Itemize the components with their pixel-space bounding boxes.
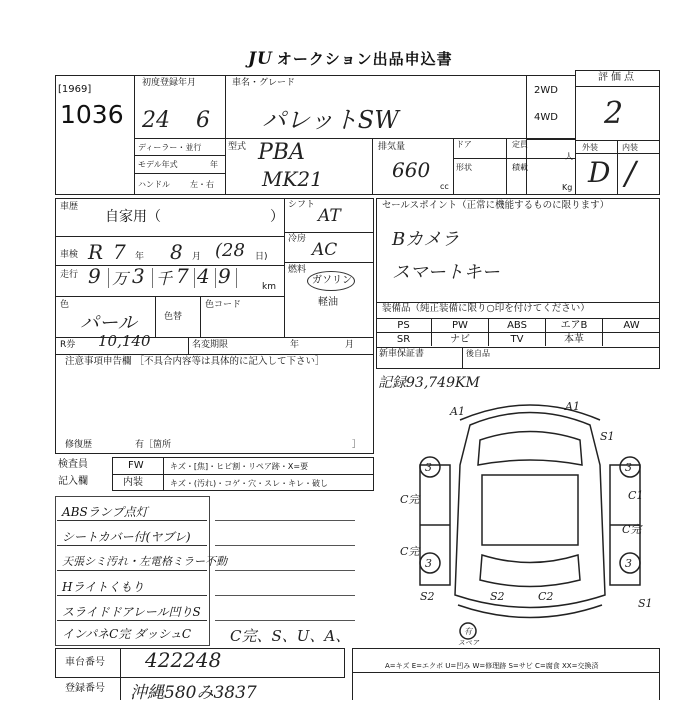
drive-4wd: 4WD: [534, 112, 558, 123]
int-value: /: [625, 154, 636, 192]
kg-unit: Kg: [562, 183, 573, 192]
record-label: 記入欄: [58, 476, 88, 487]
sales-item-2: スマートキー: [392, 262, 500, 283]
mark-s2-left: S2: [420, 590, 435, 603]
vehicle-name: パレットSW: [262, 106, 399, 134]
color-name-label: 色替: [164, 312, 183, 322]
shaken-label: 車検: [60, 250, 79, 260]
mileage-d4: 千: [156, 269, 173, 288]
sales-label: セールスポイント（正常に機能するものに限ります）: [382, 200, 610, 211]
aircon-value: AC: [312, 240, 338, 260]
legend-box: [352, 648, 660, 700]
mileage-d2: 万: [112, 269, 129, 288]
handle-options: 左・右: [190, 180, 214, 189]
repair-close: ］: [352, 440, 362, 450]
frame-value: 422248: [145, 648, 222, 672]
displacement-value: 660: [392, 158, 431, 182]
usage-label: 車歴: [60, 202, 79, 212]
repair-label: 修復歴: [65, 440, 93, 450]
fw-label: FW: [128, 460, 144, 471]
mileage-d5: 7: [176, 264, 189, 288]
reg-value: 沖縄580み3837: [130, 683, 257, 703]
type-value: PBA: [258, 140, 305, 165]
mark-a1-left: A1: [450, 405, 465, 418]
title-text: オークション出品申込書: [276, 50, 453, 68]
shaken-year-unit: 年: [135, 252, 145, 262]
warranty-label: 新車保証書: [379, 349, 425, 359]
mark-c-done-left2: C完: [400, 545, 420, 558]
handle-label: ハンドル: [138, 180, 170, 189]
mark-s2-bottom: S2: [490, 590, 505, 603]
reg-year: 24: [142, 108, 170, 133]
capacity-label: 定員: [512, 140, 528, 149]
after-label: 後自品: [466, 349, 490, 358]
usage-close: ）: [270, 209, 284, 225]
equip-navi: ナビ: [431, 333, 488, 346]
mileage-d6: 4: [197, 264, 210, 288]
spare-mark: 有: [464, 627, 472, 636]
equip-aw: AW: [602, 319, 660, 332]
equip-tv: TV: [488, 333, 545, 346]
remarks-right: C完、S、U、A、: [230, 627, 351, 645]
fuel-label: 燃料: [288, 265, 307, 275]
fuel-gasoline: ガソリン: [312, 275, 352, 286]
fw-items: キズ・[焦]・ヒビ割・リペア跡・X=要: [170, 462, 309, 471]
owner-year-unit: 年: [290, 340, 300, 350]
reg-month: 6: [196, 108, 210, 133]
equip-airbag: エアB: [545, 319, 602, 332]
ju-logo: JU: [248, 49, 273, 69]
mark-c2-bottom: C2: [538, 590, 554, 603]
interior-label: 内装: [123, 477, 143, 488]
drive-2wd: 2WD: [534, 85, 558, 96]
equip-pw: PW: [431, 319, 488, 332]
remark-6: インパネC完 ダッシュC: [62, 627, 192, 641]
shift-value: AT: [318, 206, 341, 226]
mark-3-fl: 3: [425, 461, 432, 474]
usage-value: 自家用（: [105, 209, 161, 225]
equip-sr: SR: [396, 334, 411, 345]
recycle-value: 10,140: [98, 332, 151, 350]
shaken-year: 7: [113, 240, 126, 264]
equip-abs: ABS: [488, 319, 545, 332]
fuel-diesel: 軽油: [318, 297, 338, 308]
mark-3-rl: 3: [425, 557, 432, 570]
car-roof: [482, 475, 578, 545]
mark-c-done-right: C完: [622, 523, 642, 536]
equip-ps: PS: [397, 320, 410, 331]
frame-label: 車台番号: [65, 657, 105, 668]
mileage-unit: km: [262, 282, 276, 292]
type-value2: MK21: [262, 167, 323, 191]
owner-month-unit: 月: [345, 340, 355, 350]
mark-3-rr: 3: [625, 557, 632, 570]
int-label: 内装: [622, 143, 638, 152]
legend-text: A=キズ E=エクボ U=凹み W=修理跡 S=サビ C=腐食 XX=交換済: [385, 662, 599, 670]
remark-5: スライドドアレール凹りS: [62, 605, 201, 619]
dealer-label: ディーラー・並行: [138, 143, 202, 152]
mileage-d7: 9: [218, 264, 231, 288]
mileage-d1: 9: [88, 264, 101, 288]
rating-label: 評価点: [598, 72, 637, 83]
remark-1: ABSランプ点灯: [62, 505, 148, 519]
vehicle-name-label: 車名・グレード: [232, 78, 296, 88]
sales-item-1: Bカメラ: [392, 229, 460, 250]
equip-leather: 本革: [545, 333, 602, 346]
mark-a1-right: A1: [565, 400, 580, 413]
lot-prefix: [1969]: [58, 84, 92, 95]
car-diagram: [400, 395, 660, 645]
spare-label: スペア: [458, 639, 479, 645]
aircon-label: 冷房: [288, 234, 307, 244]
car-windshield: [478, 432, 582, 466]
remark-2: シートカバー付(ヤブレ): [62, 530, 191, 544]
remark-3: 天張シミ汚れ・左電格ミラー不動: [62, 555, 227, 568]
mileage-label: 走行: [60, 270, 79, 280]
displacement-label: 排気量: [378, 142, 406, 152]
mark-c1-right: C1: [628, 489, 644, 502]
mileage-d3: 3: [132, 264, 145, 288]
remark-4: Hライトくもり: [62, 580, 145, 594]
rating-score: 2: [604, 96, 624, 131]
registration-label: 初度登録年月: [142, 78, 197, 88]
type-label: 型式: [228, 142, 247, 152]
shaken-day-unit: 日): [255, 252, 268, 262]
load-label: 積載: [512, 163, 528, 172]
owner-label: 名変期限: [192, 340, 229, 350]
color-code-label: 色コード: [205, 300, 242, 310]
notes-box: [55, 354, 374, 454]
shaken-month: 8: [170, 240, 183, 264]
door-label: ドア: [456, 140, 472, 149]
shift-label: シフト: [288, 200, 316, 210]
shaken-era: R: [88, 240, 104, 264]
reg-label: 登録番号: [65, 683, 105, 694]
color-label: 色: [60, 300, 70, 310]
color-value: パール: [80, 312, 137, 334]
notes-title: 注意事項申告欄 ［不具合内容等は具体的に記入して下さい］: [65, 356, 325, 367]
shaken-day: (28: [215, 240, 245, 261]
cc-unit: cc: [440, 182, 449, 191]
ext-value: D: [588, 156, 611, 189]
recycle-label: R券: [60, 340, 76, 350]
fuel-circle: [307, 271, 355, 291]
persons-unit: 人: [565, 152, 573, 161]
car-rear-window: [480, 555, 580, 587]
registration-box: [134, 75, 226, 195]
equipment-label: 装備品（純正装備に限り○印を付けてください）: [382, 303, 590, 314]
ext-label: 外装: [582, 143, 598, 152]
recorded-mileage: 記録93,749KM: [378, 375, 480, 391]
form-title: [248, 48, 453, 69]
mark-3-fr: 3: [625, 461, 632, 474]
mark-s1-top: S1: [600, 430, 615, 443]
model-year-unit: 年: [210, 160, 218, 169]
shape-label: 形状: [456, 163, 472, 172]
model-year-label: モデル年式: [138, 160, 178, 169]
lot-number: 1036: [60, 100, 124, 129]
int-items: キズ・(汚れ)・コゲ・穴・スレ・キレ・破し: [170, 479, 329, 488]
repair-value: 有［箇所: [135, 440, 172, 450]
shaken-month-unit: 月: [192, 252, 202, 262]
inspector-label: 検査員: [58, 459, 88, 470]
mark-c-done-left: C完: [400, 493, 420, 506]
mark-s1-right: S1: [638, 597, 653, 610]
car-body-outline: [455, 413, 605, 608]
equip-empty: [602, 333, 660, 346]
